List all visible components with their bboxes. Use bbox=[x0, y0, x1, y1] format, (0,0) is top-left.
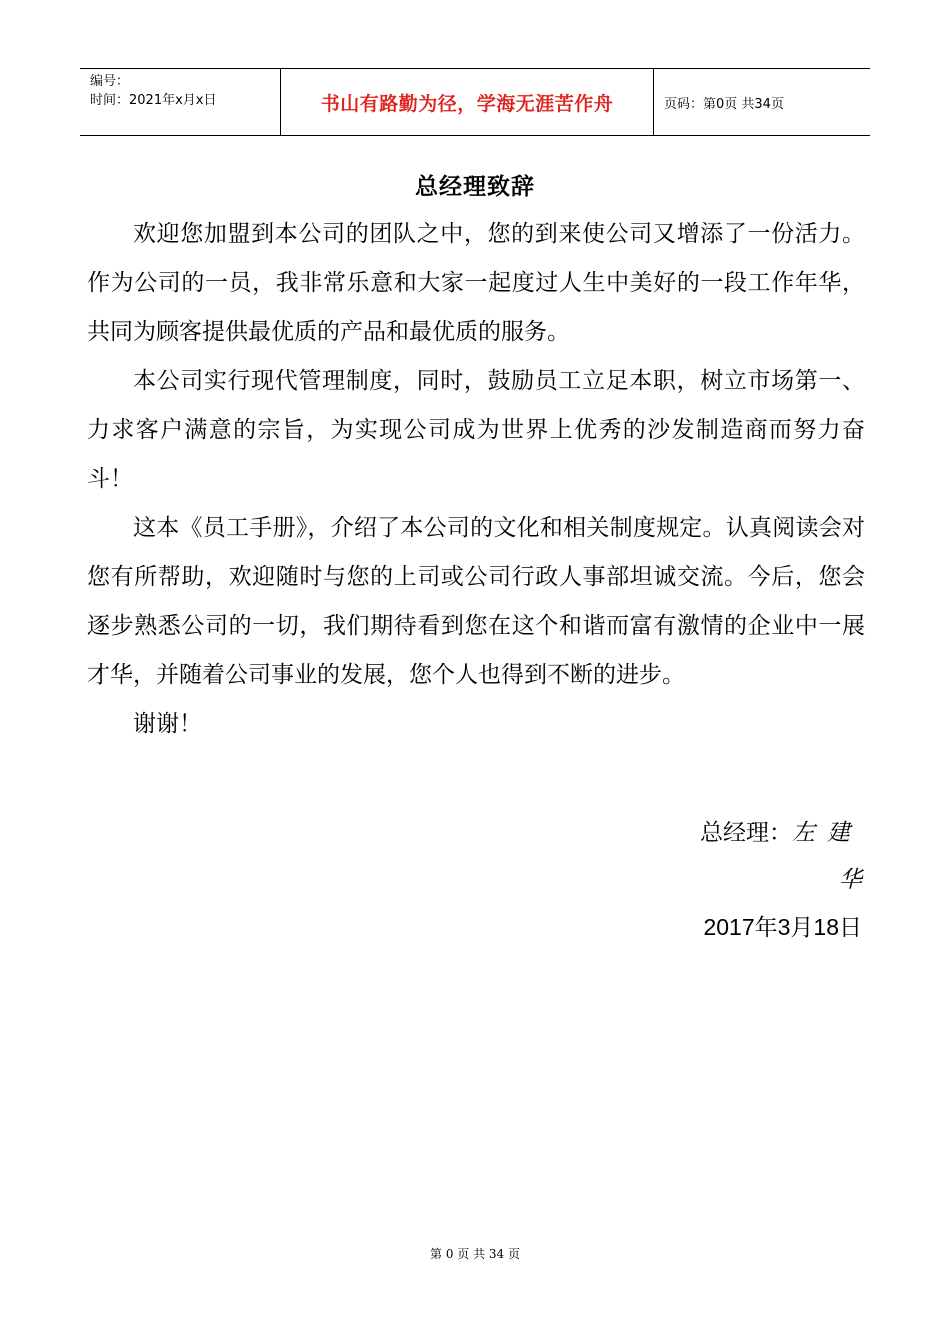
header-motto: 书山有路勤为径，学海无涯苦作舟 bbox=[320, 92, 614, 115]
page-footer: 第 0 页 共 34 页 bbox=[430, 1247, 520, 1261]
page-header bbox=[80, 68, 870, 136]
signature-block bbox=[677, 810, 874, 951]
signature-date: 2017年3月18日 bbox=[703, 914, 862, 940]
signature-line bbox=[677, 810, 874, 904]
time-label: 时间：2021年x月x日 bbox=[90, 93, 217, 108]
header-page-info-cell bbox=[654, 69, 870, 135]
document-title: 总经理致辞 bbox=[415, 174, 535, 200]
paragraph: 欢迎您加盟到本公司的团队之中，您的到来使公司又增添了一份活力。作为公司的一员，我非常乐意和大家一起度过人生中美好的一段工作年华，共同为顾客提供最优质的产品和最优质的服务。 bbox=[87, 221, 865, 345]
paragraph: 本公司实行现代管理制度，同时，鼓励员工立足本职，树立市场第一、力求客户满意的宗旨，为实现公司成为世界上优秀的沙发制造商而努力奋斗！ bbox=[87, 368, 865, 492]
number-label: 编号： bbox=[90, 74, 130, 89]
header-meta bbox=[80, 69, 281, 135]
header-motto-cell bbox=[281, 69, 654, 135]
paragraph: 这本《员工手册》，介绍了本公司的文化和相关制度规定。认真阅读会对您有所帮助，欢迎随时与您的上司或公司行政人事部坦诚交流。今后，您会逐步熟悉公司的一切，我们期待看到您在这个和谐而富有激情的企业中一展才华，并随着公司事业的发展，您个人也得到不断的进步。 bbox=[87, 515, 865, 688]
paragraph-thanks: 谢谢！ bbox=[133, 711, 202, 737]
header-page-info: 页码：第0页 共34页 bbox=[664, 96, 784, 112]
signature-name: 左建华 bbox=[792, 820, 874, 893]
signature-label: 总经理： bbox=[700, 820, 792, 846]
document-body bbox=[87, 210, 865, 749]
